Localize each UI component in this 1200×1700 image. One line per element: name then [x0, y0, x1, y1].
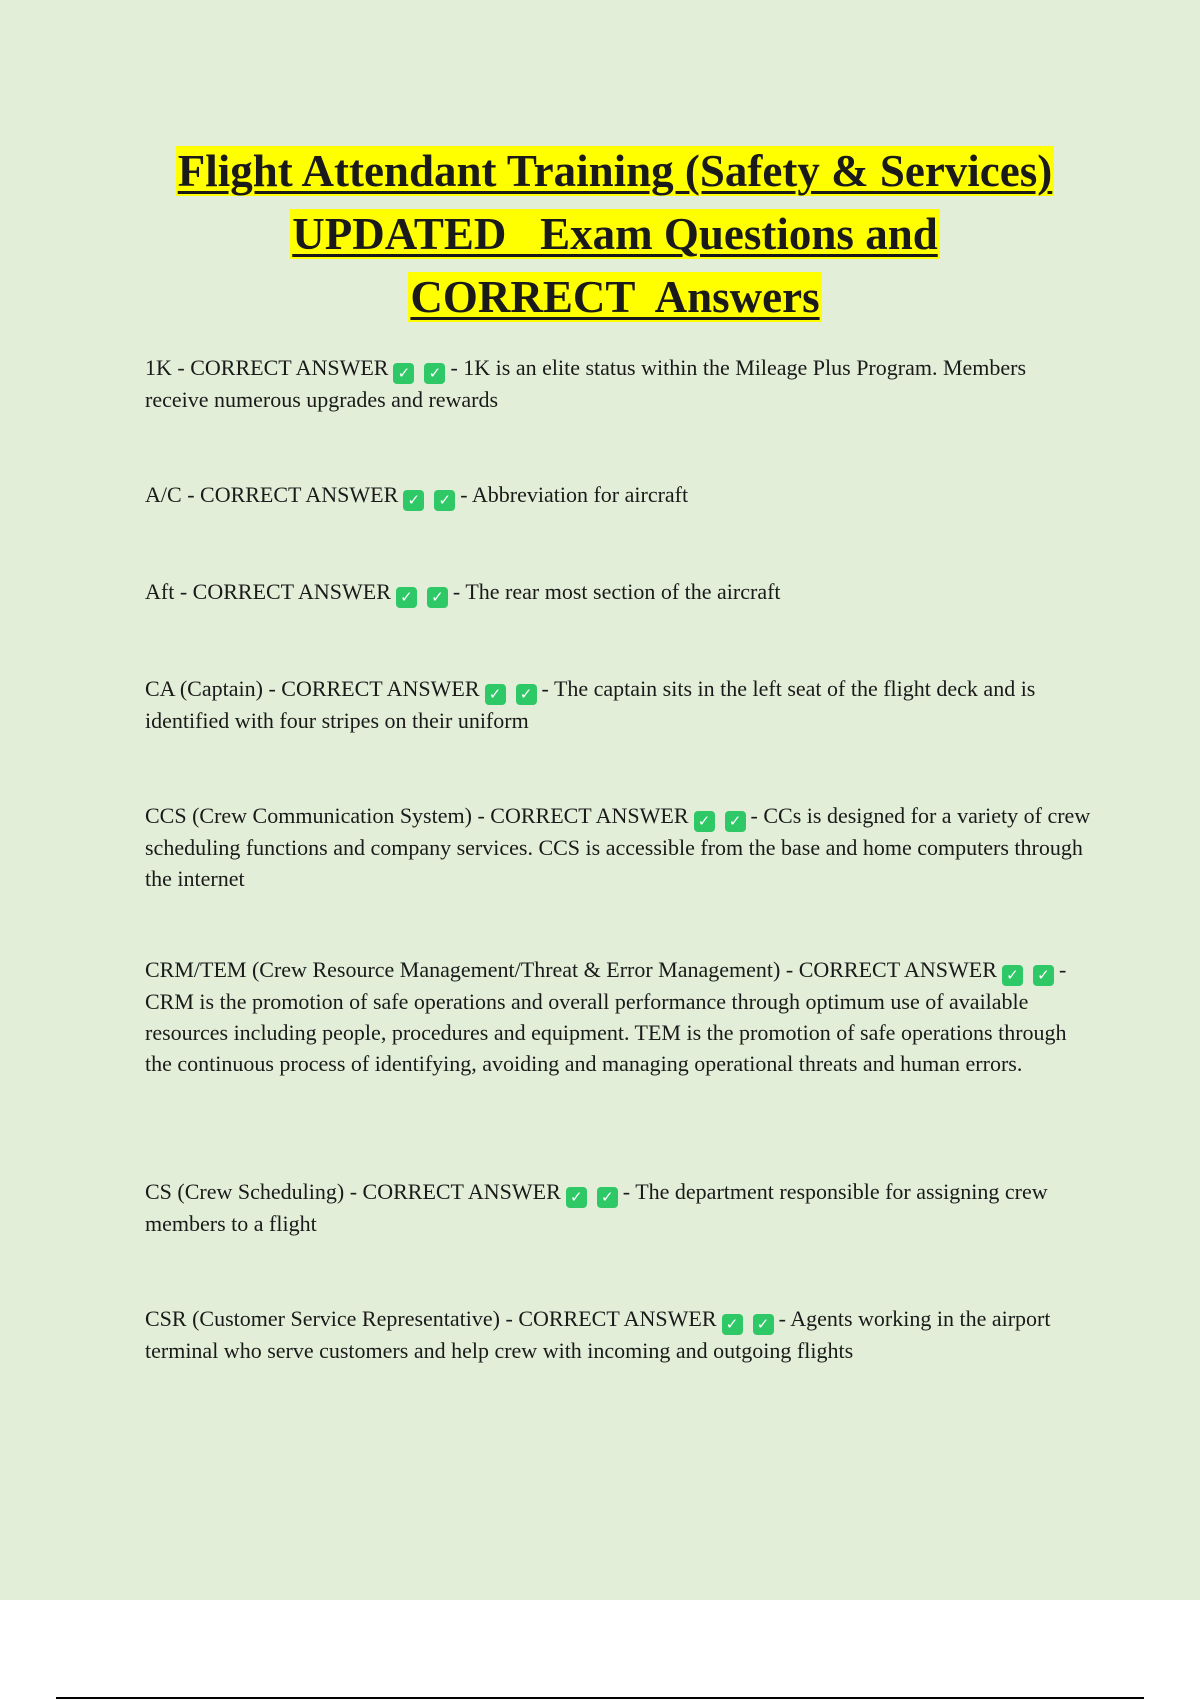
- qa-entry: CA (Captain) - CORRECT ANSWER ✓ ✓ - The captain sits in the left seat of the flight deck and is identified with four stripes on their uniform: [145, 676, 1036, 733]
- title-line-1: Flight Attendant Training (Safety & Services): [177, 146, 1053, 196]
- green-checkmark-icon: ✓: [725, 811, 746, 832]
- entry-term: CA (Captain): [145, 676, 263, 701]
- entry-label: CORRECT ANSWER: [190, 355, 389, 380]
- entry-label: CORRECT ANSWER: [362, 1179, 561, 1204]
- document-title: [120, 140, 1110, 329]
- green-checkmark-icon: ✓: [753, 1314, 774, 1335]
- entry-label: CORRECT ANSWER: [798, 957, 997, 982]
- title-line-3: CORRECT Answers: [410, 272, 820, 322]
- entry-term: CCS (Crew Communication System): [145, 803, 472, 828]
- qa-entry: Aft - CORRECT ANSWER ✓ ✓ - The rear most section of the aircraft: [145, 579, 781, 606]
- green-checkmark-icon: ✓: [434, 490, 455, 511]
- entry-answer: CRM is the promotion of safe operations and overall performance through optimum use of available resources including people, procedures and equipment. TEM is the promotion of safe operations through the continuous process of identifying, avoiding and managing operational threats and human errors.: [145, 989, 1067, 1076]
- green-checkmark-icon: ✓: [427, 587, 448, 608]
- entry-label: CORRECT ANSWER: [200, 482, 399, 507]
- entry-answer: The captain sits in the left seat of the flight deck and is identified with four stripes on their uniform: [145, 676, 1036, 733]
- qa-entry: A/C - CORRECT ANSWER ✓ ✓ - Abbreviation for aircraft: [145, 482, 689, 509]
- qa-entry: CS (Crew Scheduling) - CORRECT ANSWER ✓ ✓ - The department responsible for assigning crew members to a flight: [145, 1179, 1048, 1236]
- entry-answer: 1K is an elite status within the Mileage Plus Program. Members receive numerous upgrades and rewards: [145, 355, 1027, 412]
- entry-answer: CCs is designed for a variety of crew scheduling functions and company services. CCS is accessible from the base and home computers through the internet: [145, 803, 1091, 891]
- entry-answer: Agents working in the airport terminal who serve customers and help crew with incoming and outgoing flights: [145, 1306, 1051, 1363]
- green-checkmark-icon: ✓: [597, 1187, 618, 1208]
- green-checkmark-icon: ✓: [403, 490, 424, 511]
- entry-answer: The department responsible for assigning crew members to a flight: [145, 1179, 1048, 1236]
- qa-entry: 1K - CORRECT ANSWER ✓ ✓ - 1K is an elite status within the Mileage Plus Program. Members receive numerous upgrades and rewards: [145, 355, 1027, 412]
- entry-label: CORRECT ANSWER: [192, 579, 391, 604]
- entry-term: A/C: [145, 482, 182, 507]
- entry-term: CS (Crew Scheduling): [145, 1179, 345, 1204]
- title-line-2: UPDATED Exam Questions and: [292, 209, 938, 259]
- green-checkmark-icon: ✓: [396, 587, 417, 608]
- green-checkmark-icon: ✓: [566, 1187, 587, 1208]
- entry-answer: Abbreviation for aircraft: [471, 482, 689, 507]
- entry-label: CORRECT ANSWER: [281, 676, 480, 701]
- entry-term: CSR (Customer Service Representative): [145, 1306, 500, 1331]
- green-checkmark-icon: ✓: [1033, 965, 1054, 986]
- qa-entry: CRM/TEM (Crew Resource Management/Threat & Error Management) - CORRECT ANSWER ✓ ✓ - CRM is the promotion of safe operations and overall performance through optimum use of available resources including people, procedures and equipment. TEM is the promotion of safe operations through the continuous process of identifying, avoiding and managing operational threats and human errors.: [145, 957, 1067, 1076]
- green-checkmark-icon: ✓: [393, 363, 414, 384]
- green-checkmark-icon: ✓: [485, 684, 506, 705]
- entry-term: CRM/TEM (Crew Resource Management/Threat & Error Management): [145, 957, 781, 982]
- green-checkmark-icon: ✓: [424, 363, 445, 384]
- entry-term: 1K: [145, 355, 172, 380]
- entry-label: CORRECT ANSWER: [518, 1306, 717, 1331]
- entry-term: Aft: [145, 579, 175, 604]
- green-checkmark-icon: ✓: [516, 684, 537, 705]
- qa-entry: CSR (Customer Service Representative) - CORRECT ANSWER ✓ ✓ - Agents working in the airport terminal who serve customers and help crew with incoming and outgoing flights: [145, 1306, 1051, 1363]
- green-checkmark-icon: ✓: [694, 811, 715, 832]
- entry-answer: The rear most section of the aircraft: [465, 579, 781, 604]
- footer-divider: [56, 1697, 1144, 1699]
- entry-label: CORRECT ANSWER: [490, 803, 689, 828]
- green-checkmark-icon: ✓: [1002, 965, 1023, 986]
- qa-entry: CCS (Crew Communication System) - CORRECT ANSWER ✓ ✓ - CCs is designed for a variety of crew scheduling functions and company services. CCS is accessible from the base and home computers through the internet: [145, 803, 1091, 891]
- green-checkmark-icon: ✓: [722, 1314, 743, 1335]
